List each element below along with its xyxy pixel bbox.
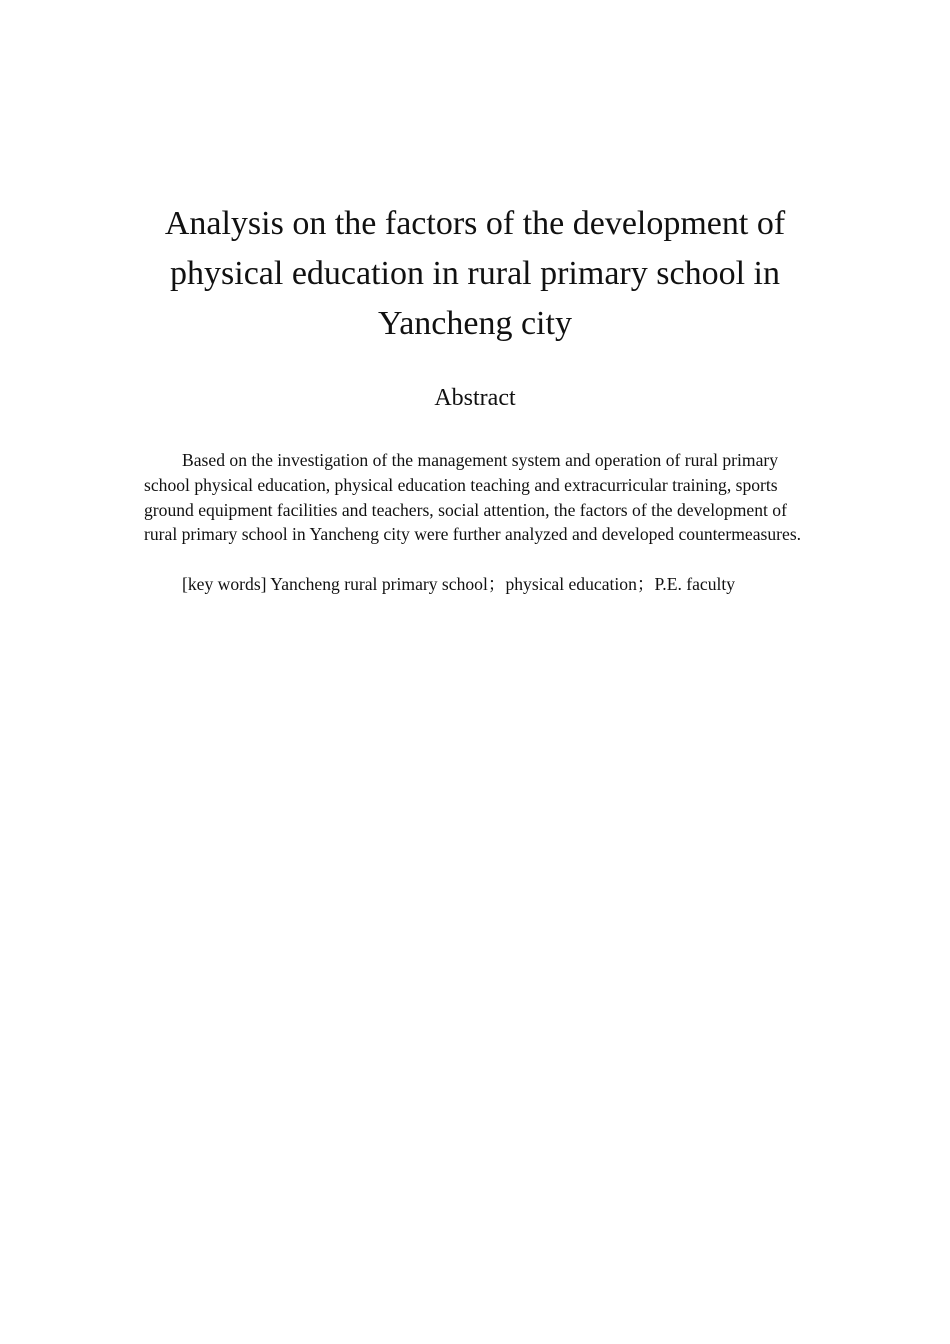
keywords-line: [key words] Yancheng rural primary school；physical education；P.E. faculty <box>182 574 736 594</box>
abstract-paragraph: Based on the investigation of the management system and operation of rural primary school physical education, physical education teaching and extracurricular training, sports ground equipment facilities and teachers, social attention, the factors of the development of rural primary school in Yancheng city were further analyzed and developed countermeasures. <box>144 450 802 545</box>
paper-title: Analysis on the factors of the development of physical education in rural primary school in Yancheng city <box>164 205 786 342</box>
abstract-heading: Abstract <box>434 385 516 411</box>
